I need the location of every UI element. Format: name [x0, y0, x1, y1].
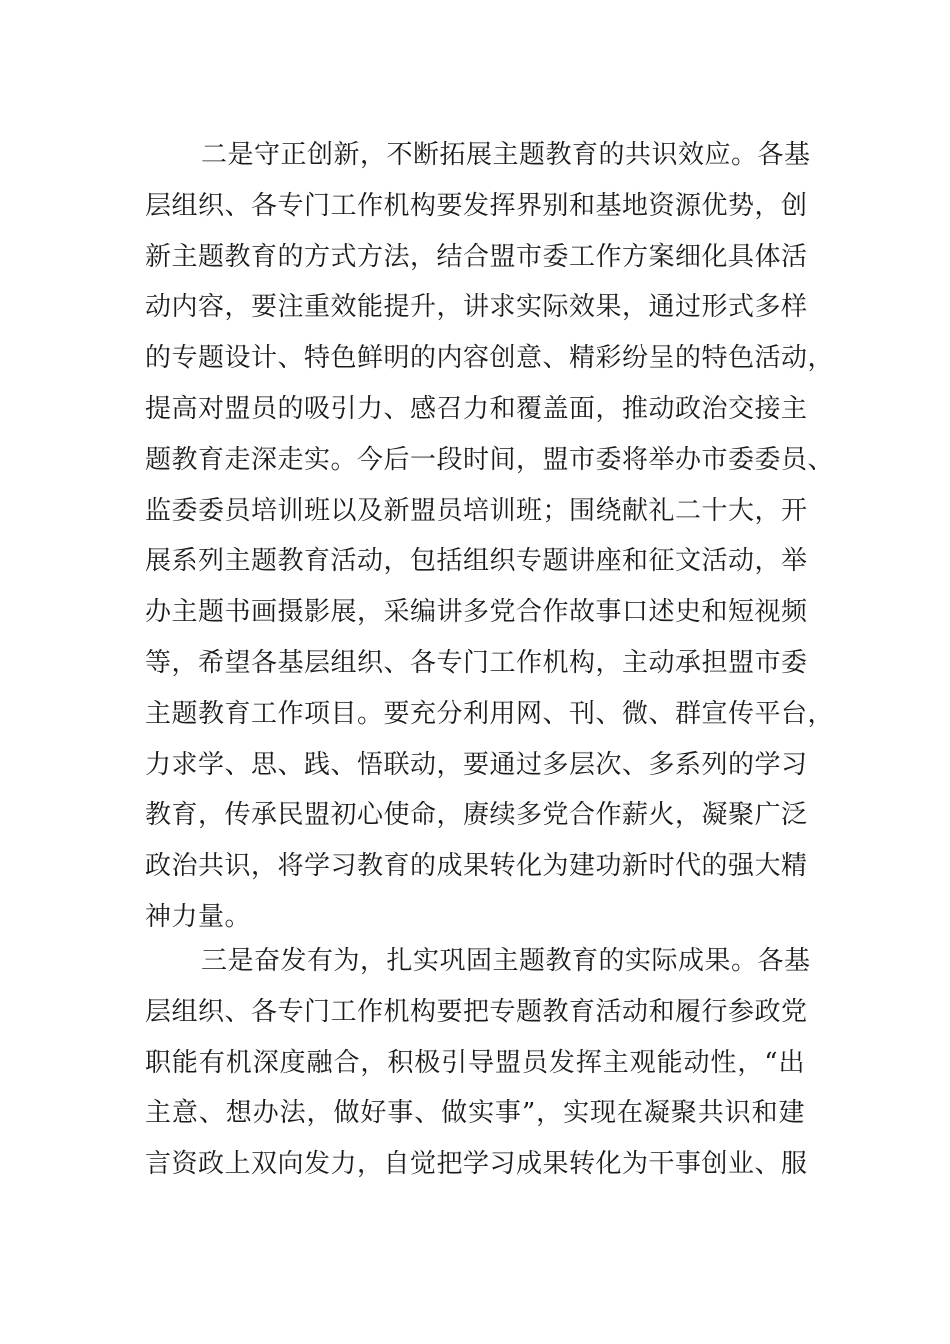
paragraph-line: 二是守正创新，不断拓展主题教育的共识效应。各基: [201, 140, 811, 170]
paragraph-innovation: [145, 130, 835, 943]
paragraph-line: 三是奋发有为，扎实巩固主题教育的实际成果。各基: [201, 946, 811, 976]
paragraph-line: 办主题书画摄影展，采编讲多党合作故事口述史和短视频: [145, 597, 808, 628]
paragraph-line: 提高对盟员的吸引力、感召力和覆盖面，推动政治交接主: [145, 393, 808, 424]
paragraph-line: 新主题教育的方式方法，结合盟市委工作方案细化具体活: [145, 241, 808, 272]
paragraph-line: 层组织、各专门工作机构要把专题教育活动和履行参政党: [145, 996, 808, 1027]
paragraph-line: 教育，传承民盟初心使命，赓续多党合作薪火，凝聚广泛: [145, 800, 808, 831]
paragraph-line: 动内容，要注重效能提升，讲求实际效果，通过形式多样: [145, 292, 808, 323]
paragraph-line: 神力量。: [145, 901, 252, 932]
paragraph-line: 主题教育工作项目。要充分利用网、刊、微、群宣传平台，: [145, 698, 835, 729]
paragraph-line: 的专题设计、特色鲜明的内容创意、精彩纷呈的特色活动，: [145, 343, 835, 374]
paragraph-line: 力求学、思、践、悟联动，要通过多层次、多系列的学习: [145, 749, 808, 780]
paragraph-line: 等，希望各基层组织、各专门工作机构，主动承担盟市委: [145, 647, 808, 678]
paragraph-line: 展系列主题教育活动，包括组织专题讲座和征文活动，举: [145, 546, 808, 577]
paragraph-line: 题教育走深走实。今后一段时间，盟市委将举办市委委员、: [145, 444, 835, 475]
paragraph-line: 职能有机深度融合，积极引导盟员发挥主观能动性，“出: [145, 1047, 805, 1078]
paragraph-achievement: [145, 936, 811, 1190]
paragraph-line: 言资政上双向发力，自觉把学习成果转化为干事创业、服: [145, 1149, 808, 1180]
paragraph-line: 监委委员培训班以及新盟员培训班；围绕献礼二十大，开: [145, 495, 808, 526]
paragraph-line: 层组织、各专门工作机构要发挥界别和基地资源优势，创: [145, 190, 808, 221]
paragraph-line: 政治共识，将学习教育的成果转化为建功新时代的强大精: [145, 851, 808, 882]
paragraph-line: 主意、想办法，做好事、做实事”，实现在凝聚共识和建: [145, 1098, 805, 1129]
